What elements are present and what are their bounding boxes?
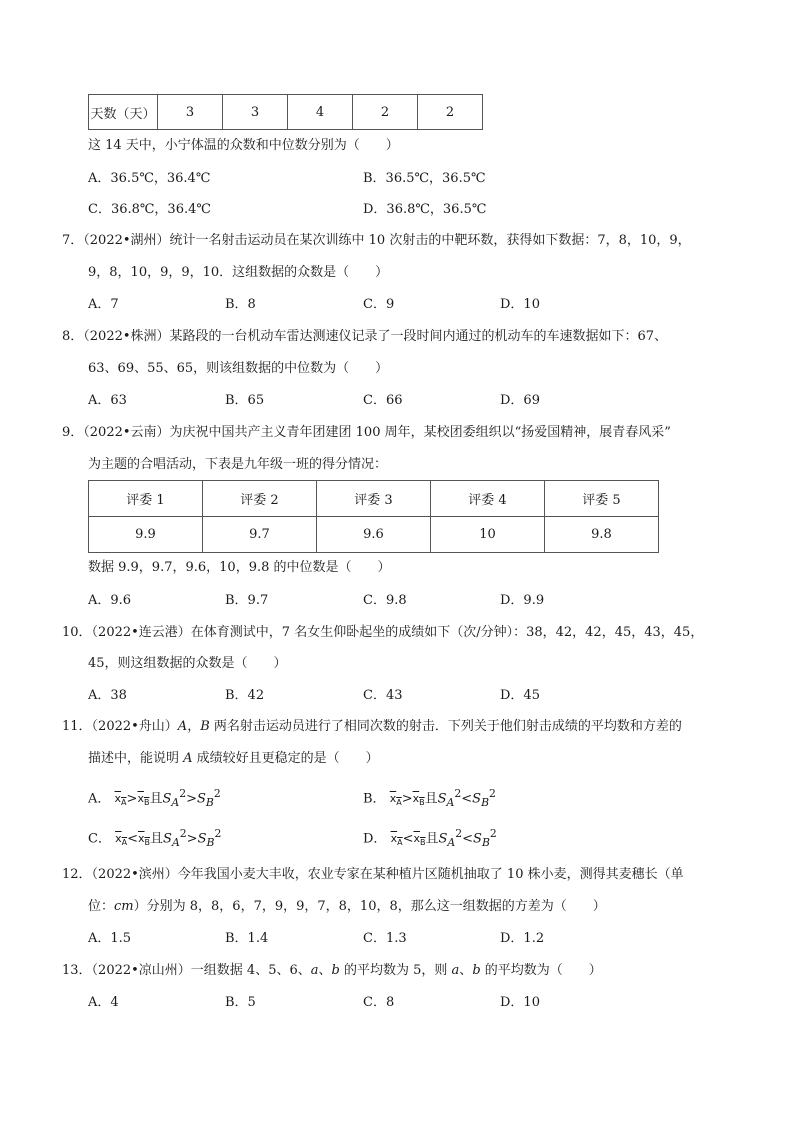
var-a: A	[183, 751, 193, 766]
option-a: A．63	[88, 393, 127, 408]
var-a: a	[310, 963, 319, 978]
option-b: B．42	[225, 688, 265, 703]
table-cell: 9.9	[89, 517, 203, 553]
question-10-line1: 10．（2022•连云港）在体育测试中，7 名女生仰卧起坐的成绩如下（次/分钟）：38，42，42，45，43，45，	[62, 625, 704, 640]
option-d: D．10	[500, 297, 540, 312]
q11-line2-post: 成绩较好且更稳定的是（ ）	[192, 751, 379, 766]
table-cell: 9.7	[203, 517, 317, 553]
option-c: C．9	[363, 297, 395, 312]
question-6-stem: 这 14 天中，小宁体温的众数和中位数分别为（ ）	[88, 138, 399, 153]
option-b: B．65	[225, 393, 265, 408]
option-d: D．1.2	[500, 931, 545, 946]
question-8-line2: 63、69、55、65，则该组数据的中位数为（ ）	[88, 361, 389, 376]
var-sb: S	[197, 791, 206, 807]
and-word: 且	[150, 831, 164, 847]
table-header-cell: 评委 2	[203, 481, 317, 517]
mean-xa: $x_A$	[390, 832, 403, 848]
gt-sign: >	[401, 791, 413, 807]
var-b: b	[331, 963, 340, 978]
question-9-line1: 9．（2022•云南）为庆祝中国共产主义青年团建团 100 周年，某校团委组织以“扬爱国精神，展青春风采”	[62, 425, 671, 440]
option-c: C．43	[363, 688, 403, 703]
table-cell: 3	[158, 95, 223, 130]
option-d: D．69	[500, 393, 540, 408]
judges-table	[88, 480, 659, 553]
option-d: D． $x_A<x_B$且$S_A^2<S_B^2$	[363, 827, 497, 849]
table-header-cell: 天数（天）	[89, 95, 158, 130]
var-sb: S	[472, 791, 482, 807]
option-a: A．4	[88, 995, 119, 1010]
lt-sign: <	[462, 831, 474, 847]
table-header-cell: 评委 3	[317, 481, 431, 517]
gt-sign: >	[186, 831, 198, 847]
table-header-cell: 评委 5	[545, 481, 659, 517]
var-a: A	[177, 719, 188, 734]
q11-line2-pre: 描述中，能说明	[88, 751, 184, 766]
option-b: B．9.7	[225, 593, 269, 608]
option-a: A．36.5℃，36.4℃	[88, 171, 211, 186]
question-12-line1: 12．（2022•滨州）今年我国小麦大丰收，农业专家在某种植片区随机抽取了 10 株小麦，测得其麦穗长（单	[62, 867, 684, 882]
question-13-line1	[62, 963, 602, 979]
table-header-cell: 评委 4	[431, 481, 545, 517]
lt-sign: <	[127, 831, 138, 847]
q12-pre: 位：	[88, 899, 115, 914]
var-sb: S	[197, 831, 207, 847]
table-cell: 4	[288, 95, 353, 130]
gt-sign: >	[126, 791, 138, 807]
question-11-line2	[88, 751, 379, 767]
gt-sign: >	[186, 791, 197, 807]
option-d: D．10	[500, 995, 540, 1010]
mean-xb: $x_B$	[138, 832, 151, 848]
option-d: D．45	[500, 688, 540, 703]
option-a: A．1.5	[88, 931, 132, 946]
days-table	[88, 94, 483, 130]
option-a: A．9.6	[88, 593, 132, 608]
mean-xb: $x_B$	[412, 792, 425, 808]
q13-sep: 、	[318, 963, 332, 978]
question-9-line2: 为主题的合唱活动，下表是九年级一班的得分情况：	[88, 457, 388, 472]
option-label: D．	[363, 831, 387, 847]
option-label: B．	[363, 791, 386, 807]
var-sb: S	[473, 831, 482, 847]
option-b: B．1.4	[225, 931, 269, 946]
var-b: B	[200, 719, 210, 734]
option-b: B．8	[225, 297, 256, 312]
mean-xb: $x_B$	[413, 832, 426, 848]
unit-cm: cm	[114, 899, 134, 914]
table-row	[89, 517, 659, 553]
option-c: C．9.8	[363, 593, 407, 608]
option-label: A．	[88, 791, 111, 807]
option-c: C．1.3	[363, 931, 407, 946]
var-a: a	[451, 963, 460, 978]
question-8-line1: 8．（2022•株洲）某路段的一台机动车雷达测速仪记录了一段时间内通过的机动车的车速数据如下：67、	[62, 329, 668, 344]
option-a: A． $x_A>x_B$且$S_A^2>S_B^2$	[88, 787, 221, 809]
mean-xa: $x_A$	[114, 792, 127, 808]
question-7-line1: 7．（2022•湖州）统计一名射击运动员在某次训练中 10 次射击的中靶环数，获得如下数据：7，8，10，9，	[62, 233, 691, 248]
table-cell: 2	[418, 95, 483, 130]
lt-sign: <	[402, 831, 414, 847]
table-header-cell: 评委 1	[89, 481, 203, 517]
q13-pre: 13．（2022•凉山州）一组数据 4、5、6、	[62, 963, 311, 978]
lt-sign: <	[461, 791, 473, 807]
option-d: D．36.8℃，36.5℃	[363, 202, 487, 217]
var-sa: S	[163, 831, 172, 847]
option-b: B． $x_A>x_B$且$S_A^2<S_B^2$	[363, 787, 496, 809]
var-sa: S	[437, 791, 447, 807]
option-b: B．36.5℃，36.5℃	[363, 171, 486, 186]
q13-post: 的平均数为（ ）	[480, 963, 602, 978]
option-a: A．38	[88, 688, 127, 703]
q11-rest: 两名射击运动员进行了相同次数的射击．下列关于他们射击成绩的平均数和方差的	[209, 719, 682, 734]
table-cell: 10	[431, 517, 545, 553]
mean-xa: $x_A$	[115, 832, 128, 848]
var-sa: S	[162, 791, 172, 807]
question-11-line1	[62, 719, 682, 735]
question-12-line2	[88, 899, 606, 915]
table-cell: 9.8	[545, 517, 659, 553]
var-sa: S	[438, 831, 448, 847]
q13-sep: 、	[459, 963, 473, 978]
table-row	[89, 95, 483, 130]
question-7-line2: 9，8，10，9，9，10．这组数据的众数是（ ）	[88, 265, 389, 280]
table-cell: 3	[223, 95, 288, 130]
mean-xa: $x_A$	[389, 792, 402, 808]
option-d: D．9.9	[500, 593, 545, 608]
table-row	[89, 481, 659, 517]
and-word: 且	[424, 791, 438, 807]
var-b: b	[472, 963, 481, 978]
table-cell: 9.6	[317, 517, 431, 553]
q11-prefix: 11．（2022•舟山）	[62, 719, 178, 734]
table-cell: 2	[353, 95, 418, 130]
q12-post: ）分别为 8，8，6，7，9，9，7，8，10，8，那么这一组数据的方差为（ ）	[133, 899, 606, 914]
option-c: C．36.8℃，36.4℃	[88, 202, 211, 217]
q13-mid: 的平均数为 5，则	[339, 963, 452, 978]
and-word: 且	[149, 791, 163, 807]
and-word: 且	[425, 831, 439, 847]
mean-xb: $x_B$	[137, 792, 150, 808]
option-a: A．7	[88, 297, 119, 312]
option-c: C．66	[363, 393, 403, 408]
option-c: C． $x_A<x_B$且$S_A^2>S_B^2$	[88, 827, 222, 849]
q11-sep: ，	[187, 719, 201, 734]
question-10-line2: 45，则这组数据的众数是（ ）	[88, 656, 287, 671]
question-9-stem: 数据 9.9，9.7，9.6，10，9.8 的中位数是（ ）	[88, 560, 391, 575]
option-label: C．	[88, 831, 111, 847]
option-b: B．5	[225, 995, 256, 1010]
option-c: C．8	[363, 995, 395, 1010]
